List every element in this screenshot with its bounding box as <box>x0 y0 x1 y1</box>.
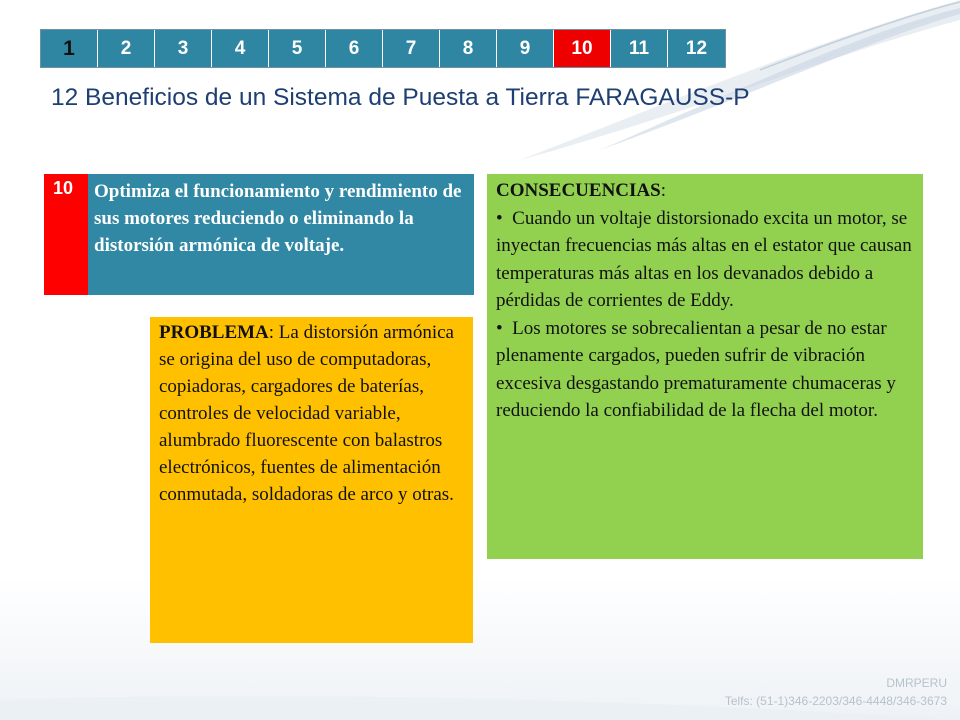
footer-contact <box>725 674 947 710</box>
nav-item-10-active[interactable]: 10 <box>554 30 611 67</box>
problem-text: : La distorsión armónica se origina del uso de computadoras, copiadoras, cargadores de baterías, controles de velocidad variable, alumbrado fluorescente con balastros electrónicos, fuentes de alimentación conmutada, soldadoras de arco y otras. <box>159 322 454 505</box>
benefit-number-navigation <box>40 29 726 68</box>
consequence-item-1 <box>496 205 917 315</box>
benefit-number-badge: 10 <box>44 174 88 295</box>
consequence-item-2 <box>496 315 917 425</box>
consequences-label: CONSECUENCIAS <box>496 180 661 201</box>
nav-item-6[interactable]: 6 <box>326 30 383 67</box>
nav-item-8[interactable]: 8 <box>440 30 497 67</box>
footer-company: DMRPERU <box>886 676 947 690</box>
nav-item-5[interactable]: 5 <box>269 30 326 67</box>
problem-box <box>150 317 473 643</box>
bullet-icon: • <box>496 317 513 339</box>
problem-label: PROBLEMA <box>159 322 269 343</box>
nav-item-2[interactable]: 2 <box>98 30 155 67</box>
nav-item-1[interactable]: 1 <box>41 30 98 67</box>
nav-item-7[interactable]: 7 <box>383 30 440 67</box>
nav-item-11[interactable]: 11 <box>611 30 668 67</box>
footer-phones: Telfs: (51-1)346-2203/346-4448/346-3673 <box>724 694 947 708</box>
consequence-text-2: Los motores se sobrecalientan a pesar de no estar plenamente cargados, pueden sufrir de vibración excesiva desgastando prematuramente chumaceras y reduciendo la confiabilidad de la flecha del motor. <box>496 317 896 421</box>
slide-title: 12 Beneficios de un Sistema de Puesta a Tierra FARAGAUSS-P <box>51 84 750 111</box>
nav-item-9[interactable]: 9 <box>497 30 554 67</box>
bullet-icon: • <box>496 207 513 229</box>
nav-item-12[interactable]: 12 <box>668 30 725 67</box>
consequences-box: CONSECUENCIAS: • Cuando un voltaje distorsionado excita un motor, se inyectan frecuencias más altas en el estator que causan temperaturas más altas en los devanados debido a pérdidas de corrientes de Eddy. • Los motores se sobrecalientan a pesar de no estar plenamente cargados, pueden sufrir de vibración excesiva desgastando prematuramente chumaceras y reduciendo la confiabilidad de la flecha del motor. <box>487 174 923 559</box>
nav-item-4[interactable]: 4 <box>212 30 269 67</box>
consequence-text-1: Cuando un voltaje distorsionado excita un motor, se inyectan frecuencias más altas en el estator que causan temperaturas más altas en los devanados debido a pérdidas de corrientes de Eddy. <box>496 207 912 311</box>
benefit-statement: Optimiza el funcionamiento y rendimiento de sus motores reduciendo o eliminando la distorsión armónica de voltaje. <box>88 174 474 295</box>
nav-item-3[interactable]: 3 <box>155 30 212 67</box>
